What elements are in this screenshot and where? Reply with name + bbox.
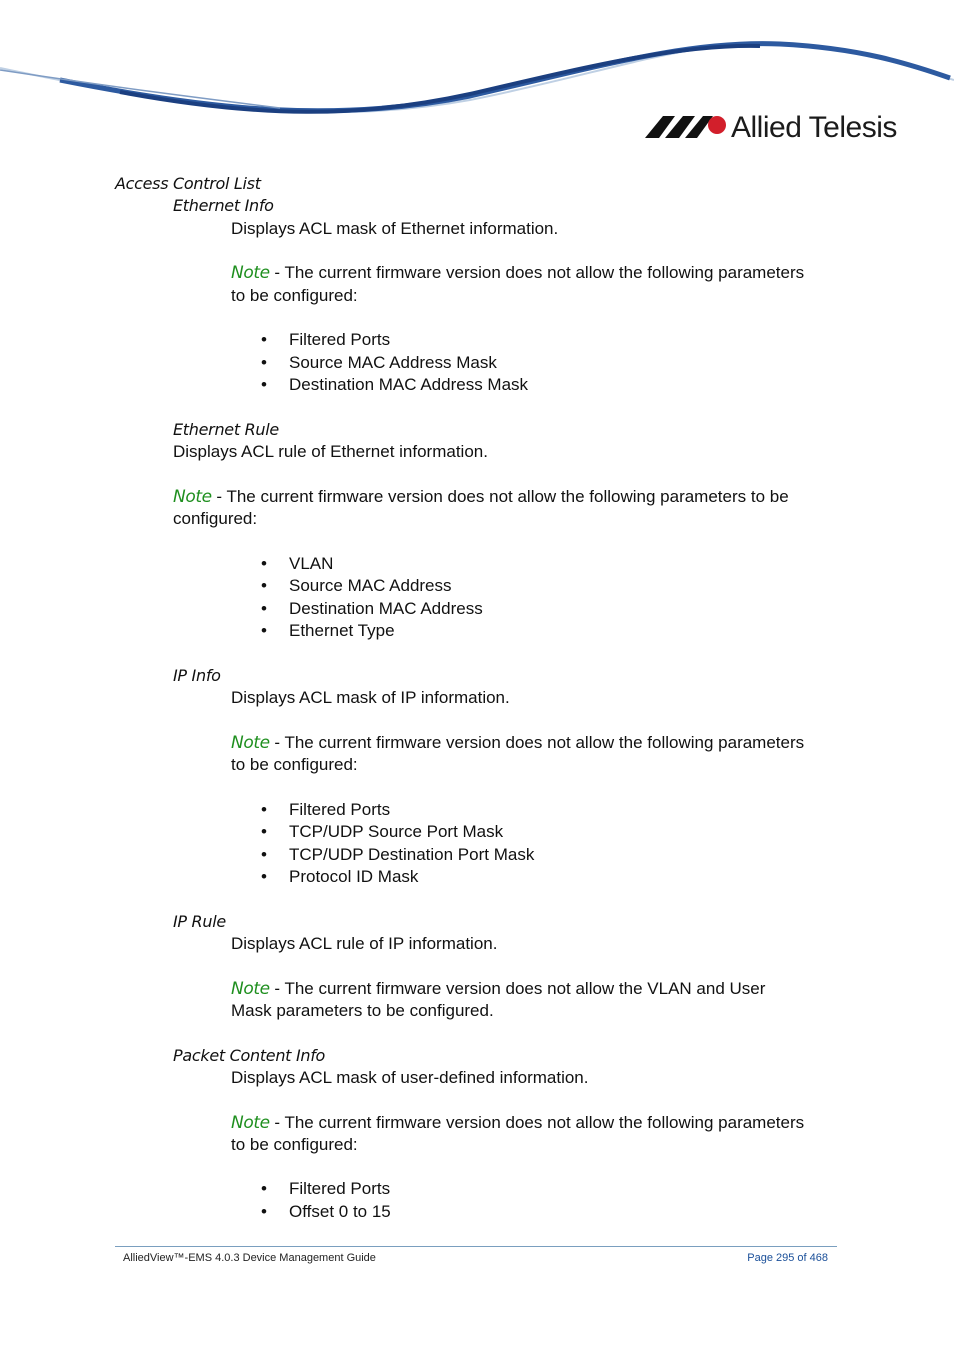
list-item: • Filtered Ports [261, 1179, 391, 1198]
note-ip-info [231, 732, 804, 754]
footer-page-number: Page 295 of 468 [747, 1252, 828, 1264]
note-text-cont: to be configured: [231, 286, 358, 305]
allied-telesis-logo [645, 108, 905, 148]
list-item: • Destination MAC Address Mask [261, 375, 529, 394]
note-ethernet-rule [173, 486, 789, 508]
note-label: Note [231, 979, 270, 999]
list-item: • Filtered Ports [261, 800, 391, 819]
note-ethernet-info [231, 262, 804, 284]
list-item: • Destination MAC Address [261, 599, 483, 618]
list-item: • Filtered Ports [261, 330, 391, 349]
desc-packet-content-info: Displays ACL mask of user-defined information. [231, 1068, 589, 1087]
heading-ethernet-rule: Ethernet Rule [173, 420, 279, 439]
desc-ip-rule: Displays ACL rule of IP information. [231, 934, 498, 953]
note-text: - The current firmware version does not allow the following parameters [269, 733, 805, 752]
list-item: • Ethernet Type [261, 621, 395, 640]
note-label: Note [173, 487, 212, 507]
note-text: - The current firmware version does not allow the following parameters [269, 1113, 805, 1132]
list-item: • Source MAC Address Mask [261, 353, 497, 372]
logo-mark-icon [645, 108, 729, 148]
footer-divider [115, 1246, 837, 1247]
note-label: Note [231, 1113, 270, 1133]
list-item: • VLAN [261, 554, 334, 573]
desc-ethernet-rule: Displays ACL rule of Ethernet information. [173, 442, 488, 461]
note-text: - The current firmware version does not allow the VLAN and User [269, 979, 766, 998]
footer-doc-title: AlliedView™-EMS 4.0.3 Device Management Guide [123, 1252, 376, 1264]
note-text-cont: Mask parameters to be configured. [231, 1001, 494, 1020]
section-title: Access Control List [115, 174, 261, 193]
heading-ethernet-info: Ethernet Info [173, 196, 274, 215]
heading-ip-rule: IP Rule [173, 912, 226, 931]
logo-wordmark: Allied Telesis [731, 111, 897, 144]
list-item: • Source MAC Address [261, 576, 452, 595]
note-label: Note [231, 733, 270, 753]
note-packet-content-info [231, 1112, 804, 1134]
note-label: Note [231, 263, 270, 283]
note-text: - The current firmware version does not allow the following parameters to be [211, 487, 789, 506]
desc-ethernet-info: Displays ACL mask of Ethernet information. [231, 219, 559, 238]
note-text-cont: configured: [173, 509, 258, 528]
list-item: • TCP/UDP Destination Port Mask [261, 845, 535, 864]
list-item: • Offset 0 to 15 [261, 1202, 391, 1221]
heading-packet-content-info: Packet Content Info [173, 1046, 326, 1065]
list-item: • TCP/UDP Source Port Mask [261, 822, 504, 841]
heading-ip-info: IP Info [173, 666, 221, 685]
list-item: • Protocol ID Mask [261, 867, 419, 886]
note-ip-rule [231, 978, 765, 1000]
note-text-cont: to be configured: [231, 1135, 358, 1154]
note-text-cont: to be configured: [231, 755, 358, 774]
note-text: - The current firmware version does not allow the following parameters [269, 263, 805, 282]
desc-ip-info: Displays ACL mask of IP information. [231, 688, 510, 707]
